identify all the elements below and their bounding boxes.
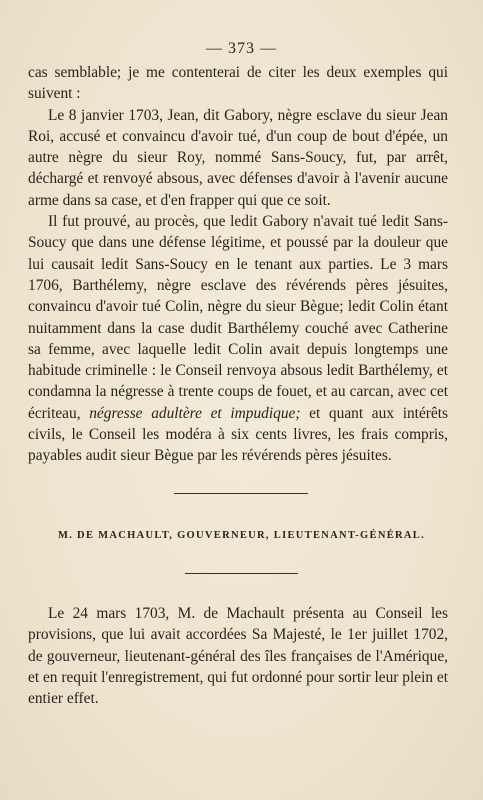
paragraph-machault: Le 24 mars 1703, M. de Machault présenta au Conseil les provisions, que lui avait accordées Sa Majesté, le 1er juillet 1702, de gouverneur, lieutenant-général des îles françaises de l'Amérique, et en requit l'enregistrement, qui fut ordonné pour sortir leur plein et entier effet. <box>28 605 448 708</box>
page-number: — 373 — <box>206 40 277 57</box>
paragraph-barthelemy-text-b: et quant aux intérêts civils, le Conseil les modéra à six cents livres, les frais compris, payables audit sieur Bègue par les révérends pères jésuites. <box>28 404 448 465</box>
body-text-bottom <box>28 603 448 709</box>
top-divider-rule <box>174 493 308 494</box>
paragraph-continuation: cas semblable; je me contenterai de citer les deux exemples qui suivent : <box>28 64 448 103</box>
paragraph-barthelemy-text-a: Il fut prouvé, au procès, que ledit Gabory n'avait tué ledit Sans-Soucy que dans une défense légitime, et poussé par la douleur que lui causait ledit Sans-Soucy en le tenant aux parties. Le 3 mars 1706, Barthélemy, nègre esclave des révérends pères jésuites, convaincu d'avoir tué Colin, nègre du sieur Bègue; ledit Colin étant nuitamment dans la case dudit Barthélemy couché avec Catherine sa femme, avec laquelle ledit Colin avait depuis longtemps une habitude criminelle : le Conseil renvoya absous ledit Barthélemy, et condamna la négresse à trente coups de fouet, et au carcan, avec cet écriteau, <box>28 213 448 422</box>
section-heading: M. DE MACHAULT, GOUVERNEUR, LIEUTENANT-GÉNÉRAL. <box>58 530 425 541</box>
paragraph-barthelemy-case <box>28 211 448 467</box>
body-text-top <box>28 62 448 467</box>
bottom-divider-rule <box>185 573 298 574</box>
paragraph-gabory-case: Le 8 janvier 1703, Jean, dit Gabory, nègre esclave du sieur Jean Roi, accusé et convaincu d'avoir tué, d'un coup de bout d'épée, un autre nègre du sieur Roy, nommé Sans-Soucy, fut, par arrêt, déchargé et renvoyé absous, avec défenses d'avoir à l'avenir aucune arme dans sa case, et d'en frapper qui que ce soit. <box>28 106 448 209</box>
paragraph-barthelemy-italic: négresse adultère et impudique; <box>89 404 301 422</box>
